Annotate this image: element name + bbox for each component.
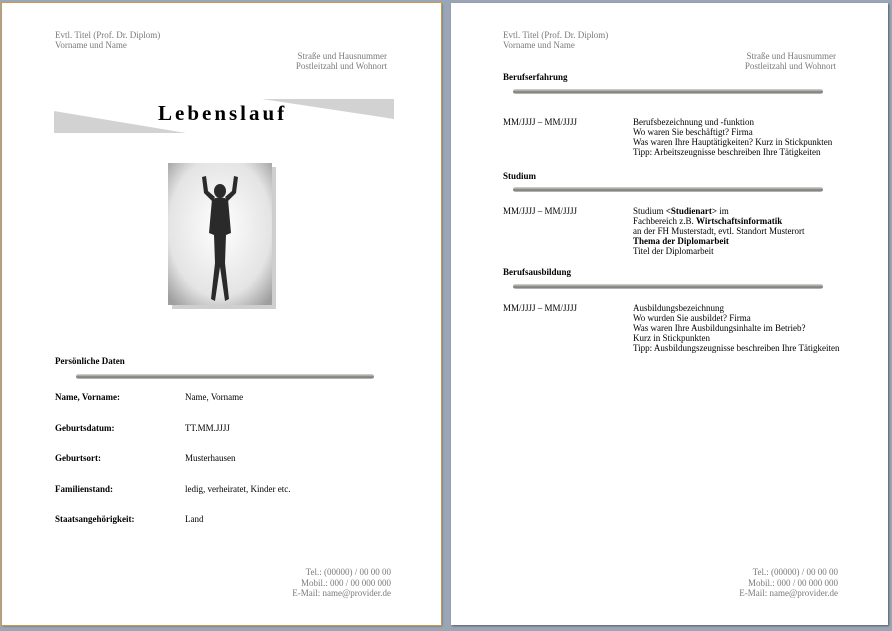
section-divider bbox=[513, 187, 823, 192]
experience-details bbox=[633, 117, 832, 157]
footer-email: E-Mail: name@provider.de bbox=[739, 588, 838, 598]
training-line: Kurz in Stickpunkten bbox=[633, 333, 710, 343]
experience-date: MM/JJJJ – MM/JJJJ bbox=[503, 117, 578, 127]
header-city: Postleitzahl und Wohnort bbox=[744, 61, 836, 71]
label-birthdate: Geburtsdatum: bbox=[55, 423, 115, 433]
label-birthplace: Geburtsort: bbox=[55, 453, 101, 463]
experience-line: Wo waren Sie beschäftigt? Firma bbox=[633, 127, 753, 137]
header-street: Straße und Hausnummer bbox=[297, 51, 387, 61]
footer-email: E-Mail: name@provider.de bbox=[292, 588, 391, 598]
header-name-line: Vorname und Name bbox=[55, 40, 127, 50]
document-title: Lebenslauf bbox=[158, 101, 288, 125]
header-name-line: Vorname und Name bbox=[503, 40, 575, 50]
thesis-heading: Thema der Diplomarbeit bbox=[633, 236, 729, 246]
experience-line: Berufsbezeichnung und -funktion bbox=[633, 117, 754, 127]
experience-line: Tipp: Arbeitszeugnisse beschreiben Ihre Tätigkeiten bbox=[633, 147, 821, 157]
header-title-line: Evtl. Titel (Prof. Dr. Diplom) bbox=[55, 30, 161, 40]
footer-mobil: Mobil.: 000 / 00 000 000 bbox=[300, 578, 391, 588]
section-divider bbox=[513, 284, 823, 289]
study-date: MM/JJJJ – MM/JJJJ bbox=[503, 206, 578, 216]
value-birthdate: TT.MM.JJJJ bbox=[185, 423, 230, 433]
training-line: Tipp: Ausbildungszeugnisse beschreiben Ihre Tätigkeiten bbox=[633, 343, 840, 353]
section-divider bbox=[513, 89, 823, 94]
training-date: MM/JJJJ – MM/JJJJ bbox=[503, 303, 578, 313]
section-divider bbox=[76, 374, 374, 379]
thesis-title: Titel der Diplomarbeit bbox=[633, 246, 714, 256]
cv-page-1 bbox=[2, 3, 441, 625]
cv-page-2 bbox=[451, 3, 888, 625]
footer-tel: Tel.: (00000) / 00 00 00 bbox=[305, 567, 391, 577]
profile-photo bbox=[168, 163, 272, 305]
section-heading-training: Berufsausbildung bbox=[503, 267, 572, 277]
value-nationality: Land bbox=[185, 514, 204, 524]
training-line: Was waren Ihre Ausbildungsinhalte im Betrieb? bbox=[633, 323, 806, 333]
study-line-1: Studium <Studienart> im bbox=[633, 206, 729, 216]
section-heading-experience: Berufserfahrung bbox=[503, 72, 568, 82]
section-heading-personal: Persönliche Daten bbox=[55, 356, 125, 366]
study-line-3: an der FH Musterstadt, evtl. Standort Musterort bbox=[633, 226, 805, 236]
training-details bbox=[633, 303, 839, 353]
footer-tel: Tel.: (00000) / 00 00 00 bbox=[752, 567, 838, 577]
experience-line: Was waren Ihre Hauptätigkeiten? Kurz in Stickpunkten bbox=[633, 137, 833, 147]
header-title-line: Evtl. Titel (Prof. Dr. Diplom) bbox=[503, 30, 609, 40]
footer-mobil: Mobil.: 000 / 00 000 000 bbox=[747, 578, 838, 588]
header-city: Postleitzahl und Wohnort bbox=[295, 61, 387, 71]
label-name: Name, Vorname: bbox=[55, 392, 120, 402]
value-birthplace: Musterhausen bbox=[185, 453, 236, 463]
label-marital-status: Familienstand: bbox=[55, 484, 114, 494]
study-line-2: Fachbereich z.B. Wirtschaftsinformatik bbox=[633, 216, 783, 226]
value-name: Name, Vorname bbox=[185, 392, 244, 402]
value-marital-status: ledig, verheiratet, Kinder etc. bbox=[185, 484, 291, 494]
training-line: Ausbildungsbezeichnung bbox=[633, 303, 724, 313]
study-details bbox=[633, 206, 804, 256]
training-line: Wo wurden Sie ausbildet? Firma bbox=[633, 313, 751, 323]
section-heading-study: Studium bbox=[503, 171, 537, 181]
label-nationality: Staatsangehörigkeit: bbox=[55, 514, 135, 524]
header-street: Straße und Hausnummer bbox=[746, 51, 836, 61]
